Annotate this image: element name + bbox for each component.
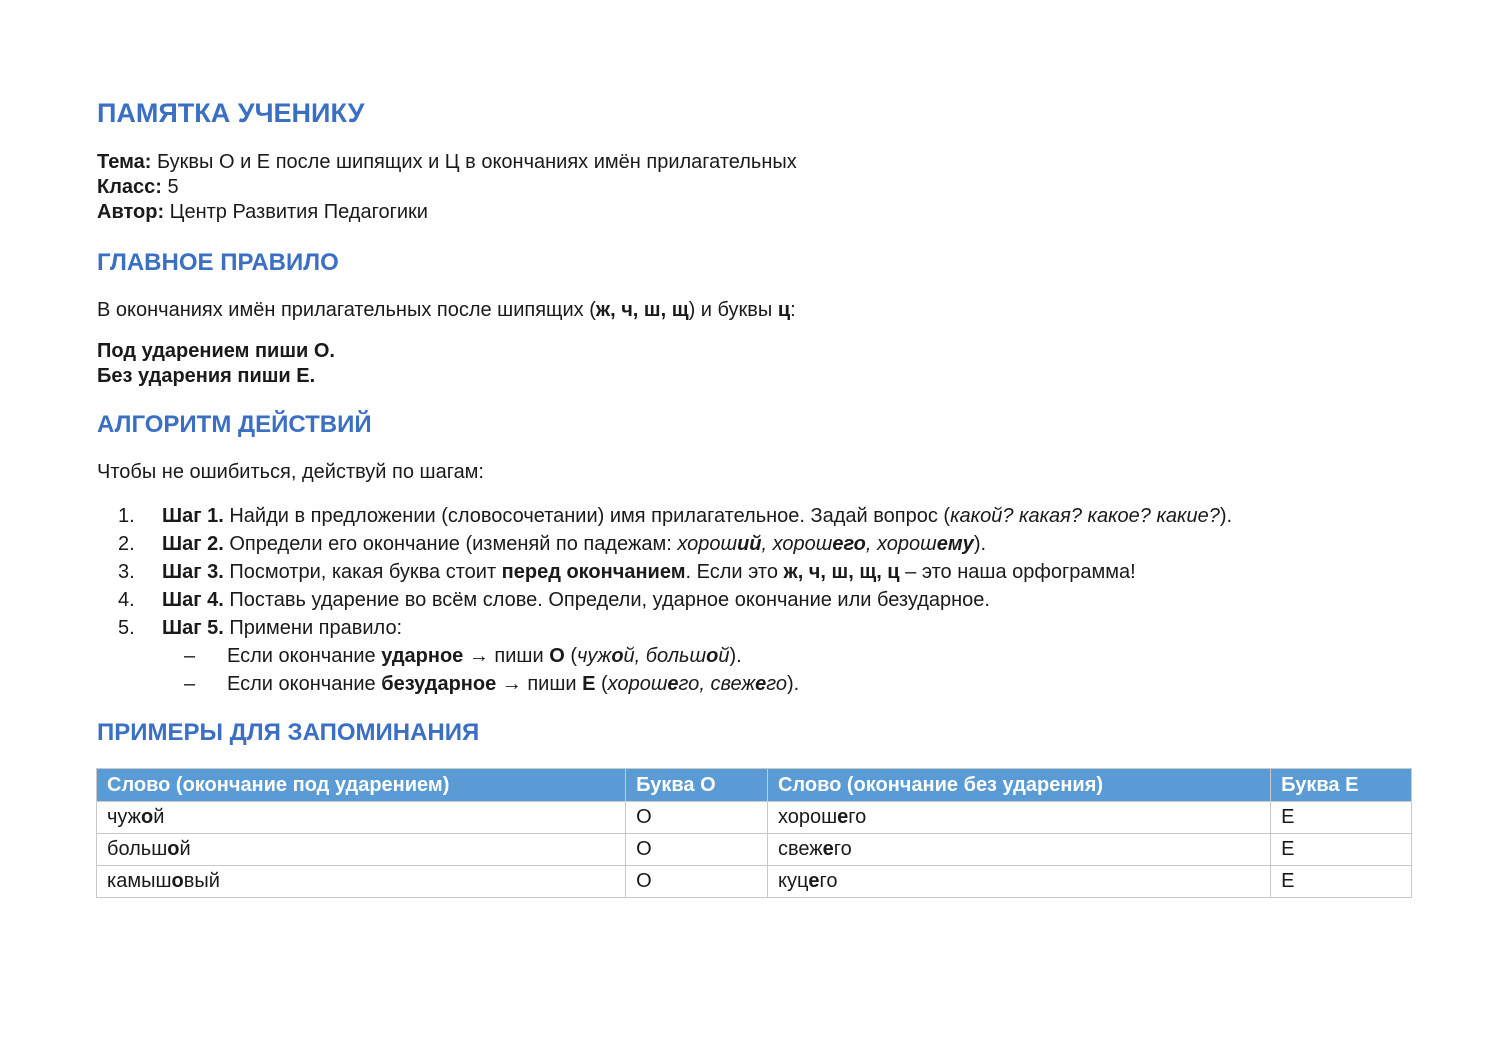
rule-lines	[97, 339, 335, 389]
separator: ,	[634, 645, 646, 667]
sub-letter: Е	[582, 673, 596, 695]
column-header: Слово (окончание без ударения)	[767, 769, 1270, 802]
topic-value: Буквы О и Е после шипящих и Ц в окончаниях имён прилагательных	[156, 151, 797, 173]
separator: ,	[699, 673, 711, 695]
sub-text: → пиши	[496, 673, 583, 695]
sub-text: (	[564, 645, 577, 667]
table-cell: свежего	[767, 834, 1270, 866]
step-label: Шаг 2.	[162, 533, 224, 555]
table-cell: О	[626, 866, 768, 898]
step-text: Найди в предложении (словосочетании) имя прилагательное. Задай вопрос (	[223, 505, 951, 527]
step-emphasis: перед окончанием	[501, 561, 686, 583]
table-cell: чужой	[97, 802, 626, 834]
table-cell: О	[626, 834, 768, 866]
steps-list	[97, 502, 1397, 698]
grade-label: Класс:	[97, 176, 162, 198]
example-word: хорошему	[877, 533, 974, 555]
example-word: хорошего	[772, 533, 866, 555]
example-word: хорошего	[607, 673, 700, 695]
table-cell: О	[626, 802, 768, 834]
separator: ,	[865, 533, 878, 555]
step-number: 2.	[118, 533, 135, 555]
separator: ,	[761, 533, 773, 555]
step-text: ).	[973, 533, 987, 555]
topic-label: Тема:	[97, 151, 152, 173]
step-number: 5.	[118, 617, 135, 639]
rule-intro-text: ) и буквы	[688, 299, 778, 321]
author-label: Автор:	[97, 201, 165, 223]
rule-line-unstressed: Без ударения пиши Е.	[97, 365, 316, 387]
step-label: Шаг 5.	[162, 617, 224, 639]
example-word: чужой	[576, 645, 635, 667]
document-title: ПАМЯТКА УЧЕНИКУ	[97, 98, 365, 128]
step-text: ).	[1219, 505, 1233, 527]
step-text: Примени правило:	[223, 617, 403, 639]
rule-intro-text: В окончаниях имён прилагательных после шипящих (	[97, 299, 596, 321]
step-text: – это наша орфограмма!	[899, 561, 1136, 583]
grade-value: 5	[167, 176, 179, 198]
sub-kind: ударное	[381, 645, 464, 667]
table-cell: Е	[1271, 802, 1412, 834]
step-text: Определи его окончание (изменяй по падежам:	[223, 533, 678, 555]
sub-text: → пиши	[463, 645, 550, 667]
step-label: Шаг 1.	[162, 505, 224, 527]
sub-list-item	[97, 642, 1397, 670]
sub-text: Если окончание	[227, 673, 382, 695]
step-text: Поставь ударение во всём слове. Определи, ударное окончание или безударное.	[223, 589, 990, 611]
example-word: большой	[645, 645, 730, 667]
list-item	[97, 530, 1397, 558]
table-header-row	[97, 769, 1412, 802]
examples-heading: ПРИМЕРЫ ДЛЯ ЗАПОМИНАНИЯ	[97, 719, 480, 746]
step-text: Посмотри, какая буква стоит	[223, 561, 502, 583]
table-cell: Е	[1271, 834, 1412, 866]
column-header: Буква О	[626, 769, 768, 802]
example-word: хороший	[677, 533, 762, 555]
list-item	[97, 614, 1397, 642]
rule-intro	[97, 298, 796, 323]
step-label: Шаг 4.	[162, 589, 224, 611]
sub-kind: безударное	[381, 673, 497, 695]
algorithm-intro: Чтобы не ошибиться, действуй по шагам:	[97, 461, 484, 483]
table-cell: Е	[1271, 866, 1412, 898]
sub-text: ).	[787, 673, 800, 695]
table-row	[97, 834, 1412, 866]
examples-table	[96, 768, 1412, 898]
sub-letter: О	[549, 645, 565, 667]
meta-block	[97, 150, 797, 225]
list-item	[97, 502, 1397, 530]
meta-grade	[97, 175, 797, 200]
step-label: Шаг 3.	[162, 561, 224, 583]
rule-line-stressed: Под ударением пиши О.	[97, 340, 335, 362]
table-cell: камышовый	[97, 866, 626, 898]
step-questions: какой? какая? какое? какие?	[950, 505, 1220, 527]
step-number: 4.	[118, 589, 135, 611]
dash-bullet: –	[184, 673, 196, 695]
rule-heading: ГЛАВНОЕ ПРАВИЛО	[97, 249, 339, 276]
example-word: свежего	[710, 673, 787, 695]
rule-intro-text: :	[790, 299, 796, 321]
sub-text: ).	[729, 645, 742, 667]
list-item	[97, 586, 1397, 614]
step-text: . Если это	[685, 561, 784, 583]
sub-text: (	[595, 673, 608, 695]
table-row	[97, 802, 1412, 834]
sub-text: Если окончание	[227, 645, 382, 667]
step-number: 1.	[118, 505, 135, 527]
rule-letter-ts: ц	[777, 299, 791, 321]
rule-letters: ж, ч, ш, щ	[595, 299, 689, 321]
table-cell: хорошего	[767, 802, 1270, 834]
algorithm-heading: АЛГОРИТМ ДЕЙСТВИЙ	[97, 411, 372, 438]
table-cell: куцего	[767, 866, 1270, 898]
author-value: Центр Развития Педагогики	[169, 201, 428, 223]
table-cell: большой	[97, 834, 626, 866]
meta-author	[97, 200, 797, 225]
list-item	[97, 558, 1397, 586]
dash-bullet: –	[184, 645, 196, 667]
step-number: 3.	[118, 561, 135, 583]
sub-list-item	[97, 670, 1397, 698]
meta-topic	[97, 150, 797, 175]
column-header: Буква Е	[1271, 769, 1412, 802]
column-header: Слово (окончание под ударением)	[97, 769, 626, 802]
step-letters: ж, ч, ш, щ, ц	[783, 561, 900, 583]
table-row	[97, 866, 1412, 898]
